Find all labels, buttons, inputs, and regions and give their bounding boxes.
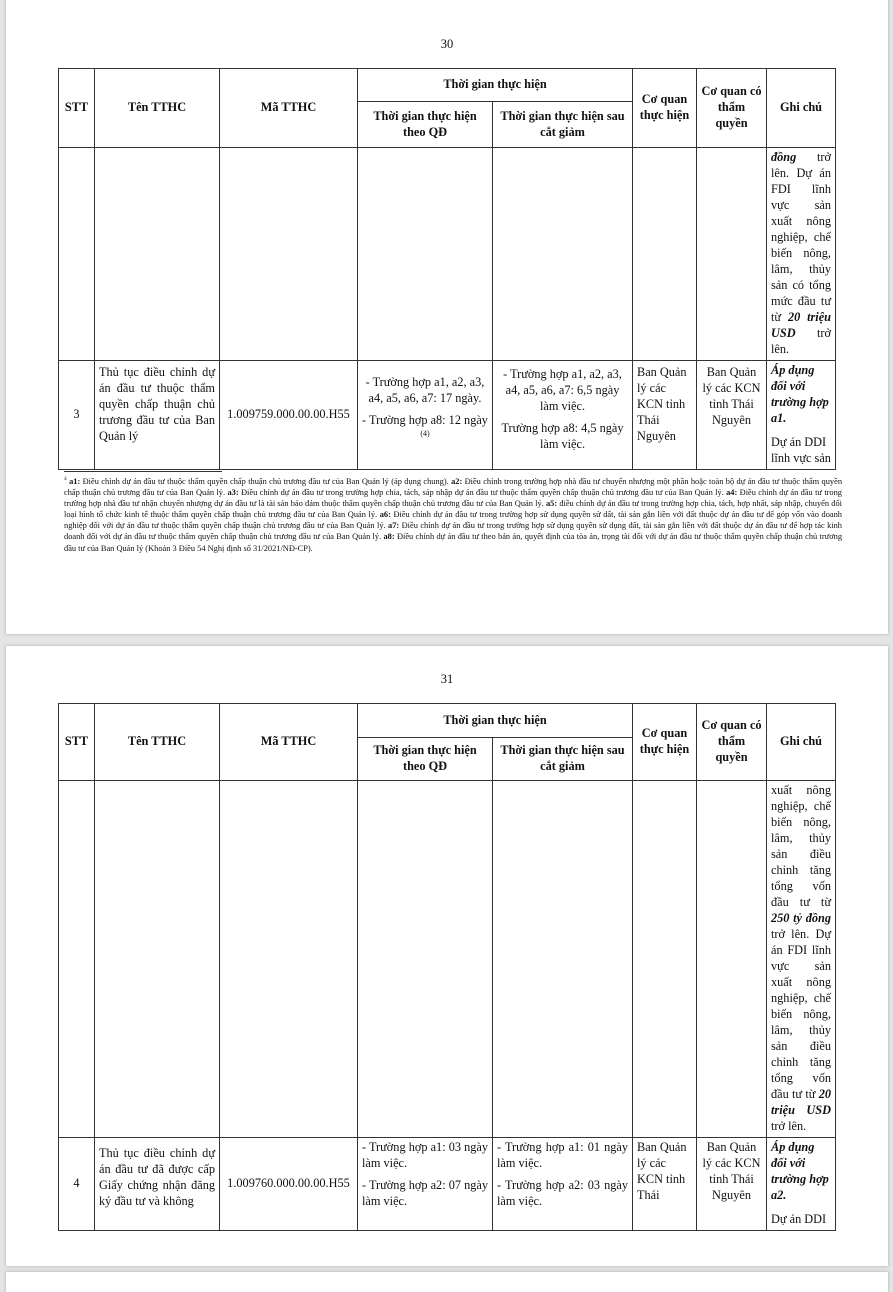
footnote: $^4$ a1: Điều chỉnh dự án đầu tư thuộc thẩm quyền chấp thuận chủ trương đầu tư của Ban Quản lý (áp dụng chung). a2: Điều chỉnh trong trường hợp nhà đầu tư chuyển nhượng một phần hoặc toàn bộ dự án đầu tư thuộc thẩm quyền chấp thuận chủ trương đầu tư của Ban Quản lý. a3: Điều chỉnh dự án đầu tư trong trường hợp chia, tách, sáp nhập dự án đầu tư thuộc thẩm quyền chấp thuận chủ trương đầu tư của Ban Quản lý. a4: Điều chỉnh dự án đầu tư trong trường hợp nhà đầu tư nhận chuyển nhượng dự án đầu tư là tài sản bảo đảm thuộc thẩm quyền chấp thuận chủ trương đầu tư của Ban Quản lý. a5: điều chỉnh dự án đầu tư trong trường hợp chia, tách, hợp nhất, sáp nhập, chuyển đổi loại hình tổ chức kinh tế thuộc thẩm quyền chấp thuận chủ trương đầu tư của Ban Quản lý. a6: Điều chỉnh dự án đầu tư trong trường hợp sử dụng quyền sử dất, tài sản gắn liền với đất thuộc dự án đầu tư để góp vốn vào doanh nghiệp đối với dự án đầu tư thuộc thẩm quyền chấp thuận chủ trương đầu tư của Ban Quản lý. a7: Điều chỉnh dự án đầu tư trong trường hợp sử dụng quyền sử dụng đất, tài sản gắn liền với đất thuộc dự án đầu tư để hợp tác kinh doanh đối với dự án đầu tư thuộc thẩm quyền chấp thuận chủ trương đầu tư của Ban Quản lý. a8: Điều chỉnh dự án đầu tư theo bản án, quyết định của tòa án, trọng tài đối với dự án đầu tư thuộc thẩm quyền chấp thuận chủ trương đầu tư của Ban Quản lý (Khoản 3 Điều 54 Nghị định số 31/2021/NĐ-CP). bbox=[64, 476, 843, 553]
row-time-reduced: - Trường hợp a1, a2, a3, a4, a5, a6, a7: 6,5 ngày làm việc. Trường hợp a8: 4,5 ngày làm việc. bbox=[493, 360, 633, 469]
page-number: 31 bbox=[440, 672, 454, 686]
header-stt: STT bbox=[59, 69, 95, 148]
row-name: Thủ tục điều chỉnh dự án đầu tư đã được cấp Giấy chứng nhận đăng ký đầu tư và không bbox=[95, 1137, 220, 1230]
header-ten-tthc: Tên TTHC bbox=[95, 69, 220, 148]
row-note: Áp dụng đối với trường hợp a2. Dự án DDI bbox=[767, 1137, 836, 1230]
header-sau-cat-giam: Thời gian thực hiện sau cắt giảm bbox=[493, 102, 633, 148]
row-code: 1.009759.000.00.00.H55 bbox=[220, 360, 358, 469]
note-continuation: xuất nông nghiệp, chế biến nông, lâm, thủy sản điều chỉnh tăng tổng vốn đầu tư từ 250 tỷ đồng trở lên. Dự án FDI lĩnh vực sản xuất nông nghiệp, chế biến nông, lâm, thủy sản điều chỉnh tăng tổng vốn đầu tư từ 20 triệu USD trở lên. bbox=[767, 781, 836, 1138]
header-theo-qd: Thời gian thực hiện theo QĐ bbox=[358, 102, 493, 148]
row-agency: Ban Quản lý các KCN tỉnh Thái Nguyên bbox=[633, 360, 697, 469]
document-page-30 bbox=[6, 0, 888, 634]
row-code: 1.009760.000.00.00.H55 bbox=[220, 1137, 358, 1230]
header-stt: STT bbox=[59, 704, 95, 781]
procedure-table bbox=[58, 703, 836, 1231]
table-row-4 bbox=[59, 1137, 836, 1230]
table-row-continuation bbox=[59, 148, 836, 361]
header-co-quan-thuc-hien: Cơ quan thực hiện bbox=[633, 704, 697, 781]
document-page-next bbox=[6, 1272, 888, 1292]
row-authority: Ban Quản lý các KCN tỉnh Thái Nguyên bbox=[697, 1137, 767, 1230]
footnote-separator bbox=[64, 471, 222, 472]
header-ten-tthc: Tên TTHC bbox=[95, 704, 220, 781]
header-thoi-gian: Thời gian thực hiện bbox=[358, 69, 633, 102]
procedure-table bbox=[58, 68, 836, 470]
row-time-qd: - Trường hợp a1: 03 ngày làm việc. - Trường hợp a2: 07 ngày làm việc. bbox=[358, 1137, 493, 1230]
header-co-quan-thuc-hien: Cơ quan thực hiện bbox=[633, 69, 697, 148]
table-row-3 bbox=[59, 360, 836, 469]
row-note: Áp dụng đối với trường hợp a1. Dự án DDI lĩnh vực sản bbox=[767, 360, 836, 469]
header-thoi-gian: Thời gian thực hiện bbox=[358, 704, 633, 738]
row-agency: Ban Quản lý các KCN tỉnh Thái bbox=[633, 1137, 697, 1230]
table-row-continuation bbox=[59, 781, 836, 1138]
header-sau-cat-giam: Thời gian thực hiện sau cắt giảm bbox=[493, 738, 633, 781]
document-page-31 bbox=[6, 646, 888, 1266]
header-ghi-chu: Ghi chú bbox=[767, 69, 836, 148]
row-stt: 4 bbox=[59, 1137, 95, 1230]
header-co-quan-tham-quyen: Cơ quan có thẩm quyền bbox=[697, 69, 767, 148]
header-ma-tthc: Mã TTHC bbox=[220, 704, 358, 781]
header-theo-qd: Thời gian thực hiện theo QĐ bbox=[358, 738, 493, 781]
row-stt: 3 bbox=[59, 360, 95, 469]
note-continuation: đồng trở lên. Dự án FDI lĩnh vực sản xuất nông nghiệp, chế biến nông, lâm, thủy sản có tổng mức đầu tư từ 20 triệu USD trở lên. bbox=[767, 148, 836, 361]
header-co-quan-tham-quyen: Cơ quan có thẩm quyền bbox=[697, 704, 767, 781]
row-time-qd: - Trường hợp a1, a2, a3, a4, a5, a6, a7: 17 ngày. - Trường hợp a8: 12 ngày $^{(4)}$ bbox=[358, 360, 493, 469]
row-time-reduced: - Trường hợp a1: 01 ngày làm việc. - Trường hợp a2: 03 ngày làm việc. bbox=[493, 1137, 633, 1230]
page-number: 30 bbox=[440, 37, 454, 51]
header-ghi-chu: Ghi chú bbox=[767, 704, 836, 781]
header-ma-tthc: Mã TTHC bbox=[220, 69, 358, 148]
row-name: Thủ tục điều chỉnh dự án đầu tư thuộc thẩm quyền chấp thuận chủ trương đầu tư của Ban Quản lý bbox=[95, 360, 220, 469]
row-authority: Ban Quản lý các KCN tỉnh Thái Nguyên bbox=[697, 360, 767, 469]
